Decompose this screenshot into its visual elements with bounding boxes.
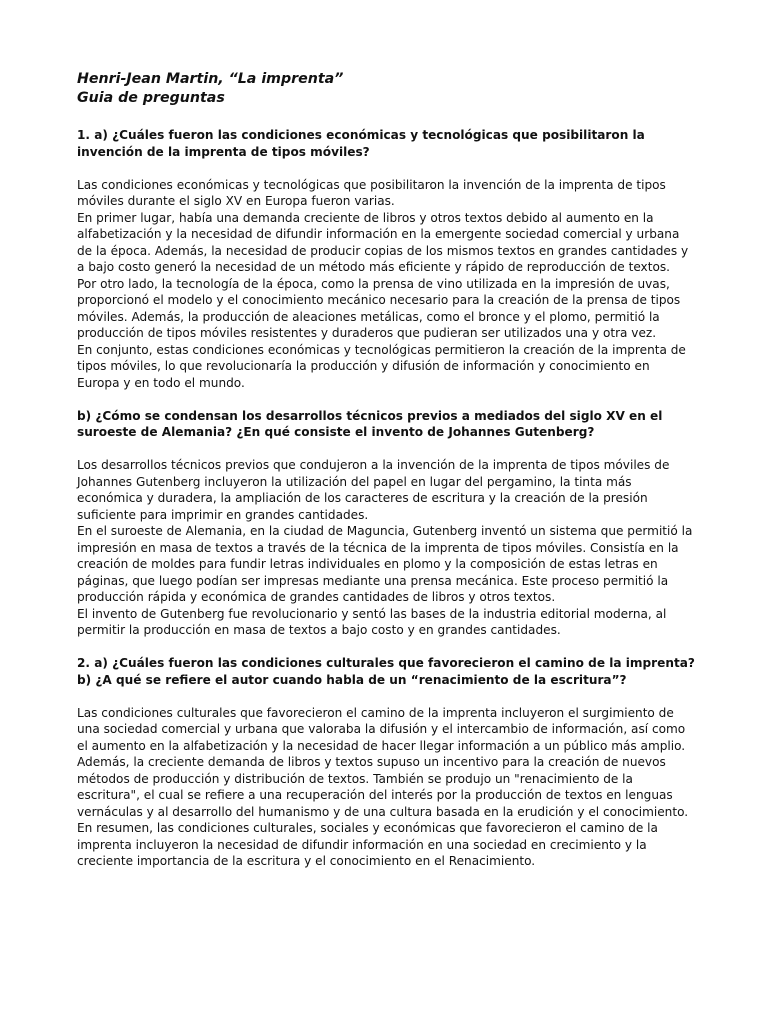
question-heading: b) ¿A qué se refiere el autor cuando habla de un “renacimiento de la escritura”? [77, 672, 627, 687]
answer-paragraph: En primer lugar, había una demanda creciente de libros y otros textos debido al aumento en la alfabetización y la necesidad de difundir información en la emergente sociedad comercial y urbana de la época. Además, la necesidad de producir copias de los mismos textos en grandes cantidades y a bajo costo generó la necesidad de un método más eficiente y rápido de reproducción de textos. [77, 210, 689, 274]
answer-paragraph: El invento de Gutenberg fue revolucionario y sentó las bases de la industria editorial moderna, al permitir la producción en masa de textos a bajo costo y en grandes cantidades. [77, 606, 667, 637]
document-subtitle: Guia de preguntas [77, 90, 225, 106]
document-title: Henri-Jean Martin, “La imprenta” [77, 71, 344, 87]
question-heading: 1. a) ¿Cuáles fueron las condiciones económicas y tecnológicas que posibilitaron la invención de la imprenta de tipos móviles? [77, 128, 645, 159]
answer-paragraph: En resumen, las condiciones culturales, sociales y económicas que favorecieron el camino de la imprenta incluyeron la necesidad de difundir información en una sociedad en crecimiento y la creciente importancia de la escritura y el conocimiento en el Renacimiento. [77, 821, 658, 868]
answer-paragraph: En el suroeste de Alemania, en la ciudad de Maguncia, Gutenberg inventó un sistema que permitió la impresión en masa de textos a través de la técnica de la imprenta de tipos móviles. Consistía en la creación de moldes para fundir letras individuales en plomo y la composición de estas letras en páginas, que luego podían ser impresas mediante una prensa mecánica. Este proceso permitió la producción rápida y económica de grandes cantidades de libros y otros textos. [77, 524, 693, 604]
document-page [77, 70, 695, 870]
answer-paragraph: Las condiciones culturales que favorecieron el camino de la imprenta incluyeron el surgimiento de una sociedad comercial y urbana que valoraba la difusión y el intercambio de información, así como el aumento en la alfabetización y la necesidad de hacer llegar información a un público más amplio. [77, 705, 686, 753]
answer-paragraph: Además, la creciente demanda de libros y textos supuso un incentivo para la creación de nuevos métodos de producción y distribución de textos. También se produjo un "renacimiento de la escritura", el cual se refiere a una recuperación del interés por la producción de textos en lenguas vernáculas y al desarrollo del humanismo y de una cultura basada en la erudición y el conocimiento. [77, 755, 689, 819]
question-heading: 2. a) ¿Cuáles fueron las condiciones culturales que favorecieron el camino de la imprenta? [77, 656, 695, 670]
question-section-1b [77, 408, 695, 639]
question-section-1a [77, 127, 695, 391]
question-heading: b) ¿Cómo se condensan los desarrollos técnicos previos a mediados del siglo XV en el suroeste de Alemania? ¿En qué consiste el invento de Johannes Gutenberg? [77, 408, 663, 439]
question-section-2 [77, 655, 695, 870]
answer-paragraph: Las condiciones económicas y tecnológicas que posibilitaron la invención de la imprenta de tipos móviles durante el siglo XV en Europa fueron varias. [77, 177, 666, 208]
answer-paragraph: Por otro lado, la tecnología de la época, como la prensa de vino utilizada en la impresión de uvas, proporcionó el modelo y el conocimiento mecánico necesario para la creación de la prensa de tipos móviles. Además, la producción de aleaciones metálicas, como el bronce y el plomo, permitió la producción de tipos móviles resistentes y duraderos que pudieran ser utilizados una y otra vez. [77, 276, 681, 340]
answer-paragraph: En conjunto, estas condiciones económicas y tecnológicas permitieron la creación de la imprenta de tipos móviles, lo que revolucionaría la producción y difusión de información y conocimiento en Europa y en todo el mundo. [77, 342, 686, 390]
answer-paragraph: Los desarrollos técnicos previos que condujeron a la invención de la imprenta de tipos móviles de Johannes Gutenberg incluyeron la utilización del papel en lugar del pergamino, la tinta más económica y duradera, la ampliación de los caracteres de escritura y la creación de la presión suficiente para imprimir en grandes cantidades. [77, 458, 670, 522]
